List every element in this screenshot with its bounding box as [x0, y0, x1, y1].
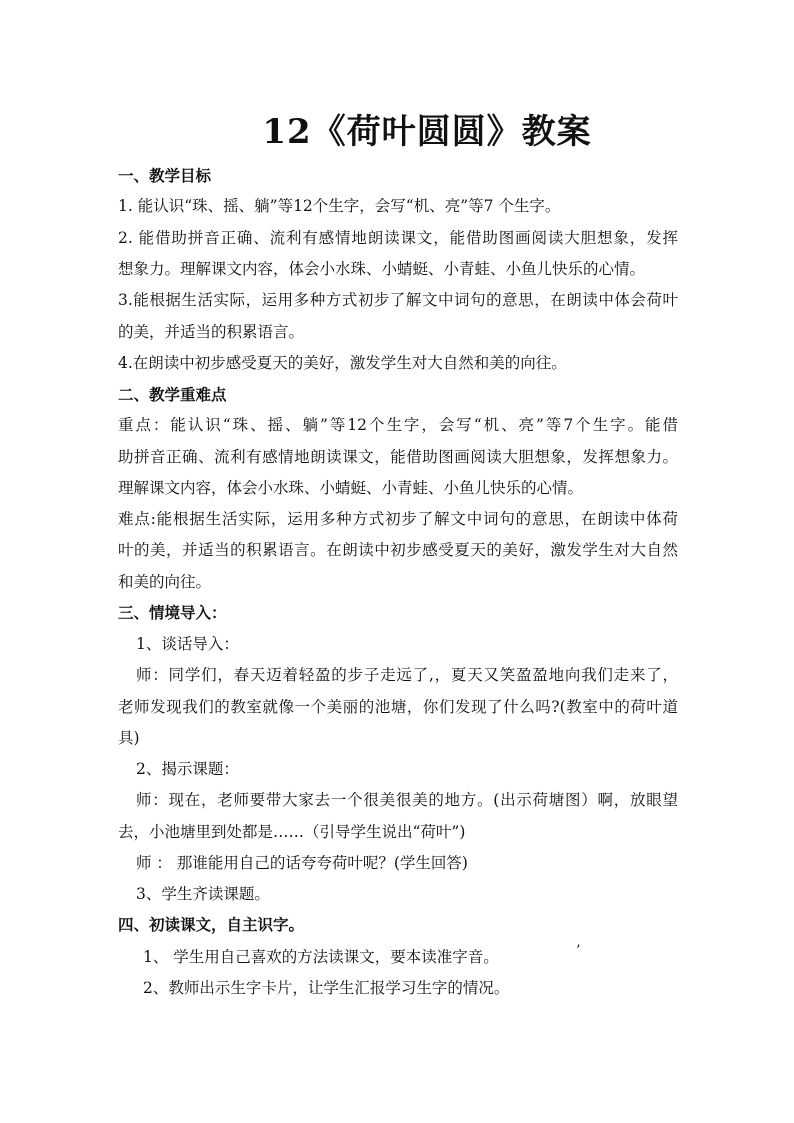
intro-step-2: 2、揭示课题： [136, 760, 239, 778]
section-heading-key-points: 二、教学重难点 [118, 385, 227, 404]
goal-line-4: 4.在朗读中初步感受夏天的美好，激发学生对大自然和美的向往。 [118, 354, 567, 372]
key-point-line-1: 重点：能认识“珠、摇、躺”等12个生字，会写“机、亮”等7个生字。能借 [118, 416, 678, 434]
page-title: 12《荷叶圆圆》教案 [262, 112, 592, 152]
goal-line-2-cont: 想象力。理解课文内容，体会小水珠、小蜻蜓、小青蛙、小鱼儿快乐的心情。 [118, 260, 646, 278]
goal-line-3-cont: 的美，并适当的积累语言。 [118, 323, 305, 341]
goal-line-3: 3.能根据生活实际，运用多种方式初步了解文中词句的意思，在朗读中体会荷叶 [118, 291, 678, 309]
intro-step-3: 3、学生齐读课题。 [136, 885, 270, 903]
section-heading-first-reading: 四、初读课文，自主识字。 [118, 915, 305, 934]
stray-mark: ’ [576, 943, 581, 959]
difficulty-line-2: 叶的美，并适当的积累语言。在朗读中初步感受夏天的美好，激发学生对大自然 [118, 541, 678, 559]
intro-dialog-1: 师：同学们，春天迈着轻盈的步子走远了,，夏天又笑盈盈地向我们走来了， [136, 666, 678, 684]
intro-step-1: 1、谈话导入： [136, 635, 239, 653]
difficulty-line-1: 难点:能根据生活实际，运用多种方式初步了解文中词句的意思，在朗读中体荷 [118, 510, 678, 528]
intro-dialog-1-cont: 老师发现我们的教室就像一个美丽的池塘，你们发现了什么吗?(教室中的荷叶道 [118, 698, 678, 716]
goal-line-1: 1. 能认识“珠、摇、躺”等12个生字，会写“机、亮”等7 个生字。 [118, 197, 561, 215]
difficulty-line-3: 和美的向往。 [118, 573, 212, 591]
section-heading-goals: 一、教学目标 [118, 166, 212, 185]
section-heading-intro: 三、情境导入： [118, 603, 227, 622]
reading-step-1: 1、 学生用自己喜欢的方法读课文，要本读准字音。 [143, 948, 499, 966]
intro-dialog-3: 师 ： 那谁能用自己的话夸夸荷叶呢？(学生回答) [136, 854, 468, 872]
key-point-line-2: 助拼音正确、流利有感情地朗读课文，能借助图画阅读大胆想象，发挥想象力。 [118, 448, 678, 466]
reading-step-2: 2、教师出示生字卡片，让学生汇报学习生字的情况。 [143, 979, 510, 997]
intro-dialog-2: 师：现在，老师要带大家去一个很美很美的地方。(出示荷塘图）啊，放眼望 [136, 791, 678, 809]
key-point-line-3: 理解课文内容，体会小水珠、小蜻蜓、小青蛙、小鱼儿快乐的心情。 [118, 479, 584, 497]
intro-dialog-2-cont: 去，小池塘里到处都是……（引导学生说出“荷叶”) [118, 823, 466, 841]
intro-dialog-1-end: 具) [118, 729, 140, 747]
goal-line-2: 2. 能借助拼音正确、流利有感情地朗读课文，能借助图画阅读大胆想象，发挥 [118, 229, 678, 247]
